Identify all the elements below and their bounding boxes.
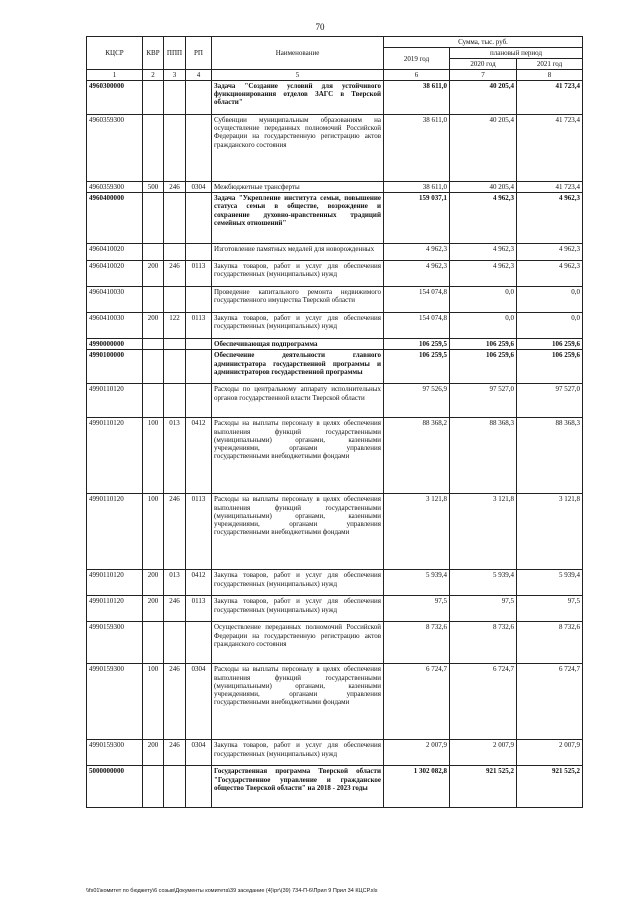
cell-ppp: [164, 384, 186, 418]
cell-rp: [186, 244, 212, 261]
table-header: [87, 37, 583, 81]
cell-2019: 154 074,8: [384, 313, 450, 339]
cell-rp: [186, 384, 212, 418]
cell-kvr: 200: [143, 570, 164, 596]
header-ppp: ППП: [164, 37, 186, 70]
cell-kcsr: 4960359300: [87, 182, 143, 193]
header-plan-period: плановый период: [450, 48, 583, 59]
cell-2019: 106 259,5: [384, 350, 450, 384]
table-row: [87, 384, 583, 418]
cell-ppp: [164, 350, 186, 384]
cell-kvr: [143, 339, 164, 350]
header-year-2019: 2019 год: [384, 48, 450, 70]
cell-2019: 1 302 082,8: [384, 766, 450, 808]
cell-ppp: 246: [164, 494, 186, 570]
cell-2019: 97,5: [384, 596, 450, 622]
cell-2019: 154 074,8: [384, 287, 450, 313]
cell-kcsr: 4990159300: [87, 740, 143, 766]
col-number: 3: [164, 70, 186, 81]
cell-rp: 0304: [186, 740, 212, 766]
cell-2019: 3 121,8: [384, 494, 450, 570]
table-row: [87, 182, 583, 193]
cell-2019: 97 526,9: [384, 384, 450, 418]
cell-2019: 38 611,0: [384, 182, 450, 193]
cell-name: Закупка товаров, работ и услуг для обеспечения государственных (муниципальных) нужд: [212, 740, 384, 766]
cell-kvr: [143, 193, 164, 244]
cell-kcsr: 4990110120: [87, 418, 143, 494]
cell-kcsr: 5000000000: [87, 766, 143, 808]
cell-2019: 4 962,3: [384, 261, 450, 287]
cell-kvr: [143, 244, 164, 261]
col-number: 8: [517, 70, 583, 81]
cell-2020: 0,0: [450, 313, 517, 339]
cell-kvr: 100: [143, 494, 164, 570]
cell-2020: 88 368,3: [450, 418, 517, 494]
col-number: 2: [143, 70, 164, 81]
table-row: [87, 570, 583, 596]
cell-kvr: 100: [143, 418, 164, 494]
cell-2021: 41 723,4: [517, 81, 583, 115]
cell-2020: 6 724,7: [450, 664, 517, 740]
cell-kvr: [143, 766, 164, 808]
cell-ppp: 246: [164, 261, 186, 287]
col-number: 1: [87, 70, 143, 81]
cell-rp: 0113: [186, 494, 212, 570]
cell-2021: 8 732,6: [517, 622, 583, 664]
cell-ppp: [164, 287, 186, 313]
cell-rp: 0113: [186, 596, 212, 622]
cell-rp: [186, 766, 212, 808]
table-row: [87, 115, 583, 182]
cell-ppp: [164, 622, 186, 664]
cell-2019: 159 037,1: [384, 193, 450, 244]
cell-kvr: 500: [143, 182, 164, 193]
cell-name: Закупка товаров, работ и услуг для обеспечения государственных (муниципальных) нужд: [212, 261, 384, 287]
cell-ppp: 246: [164, 664, 186, 740]
table-row: [87, 287, 583, 313]
cell-kcsr: 4990110120: [87, 384, 143, 418]
cell-ppp: 246: [164, 740, 186, 766]
cell-kvr: 200: [143, 261, 164, 287]
cell-2020: 4 962,3: [450, 193, 517, 244]
table-row: [87, 596, 583, 622]
table-row: [87, 350, 583, 384]
cell-name: Задача "Создание условий для устойчивого функционирования отделов ЗАГС в Тверской области": [212, 81, 384, 115]
cell-2020: 97 527,0: [450, 384, 517, 418]
cell-rp: 0304: [186, 664, 212, 740]
cell-name: Расходы по центральному аппарату исполнительных органов государственной власти Тверской области: [212, 384, 384, 418]
cell-kvr: [143, 384, 164, 418]
cell-kcsr: 4960300000: [87, 81, 143, 115]
budget-table: [86, 36, 583, 808]
cell-ppp: 246: [164, 596, 186, 622]
header-year-2020: 2020 год: [450, 59, 517, 70]
cell-rp: [186, 287, 212, 313]
cell-2021: 0,0: [517, 287, 583, 313]
table-row: [87, 766, 583, 808]
table-row: [87, 494, 583, 570]
table-row: [87, 740, 583, 766]
header-name: Наименование: [212, 37, 384, 70]
cell-kcsr: 4960410030: [87, 287, 143, 313]
cell-2020: 40 205,4: [450, 182, 517, 193]
cell-2020: 4 962,3: [450, 244, 517, 261]
cell-rp: 0412: [186, 570, 212, 596]
cell-rp: [186, 115, 212, 182]
cell-2020: 106 259,6: [450, 339, 517, 350]
cell-rp: [186, 350, 212, 384]
cell-2021: 0,0: [517, 313, 583, 339]
cell-2019: 88 368,2: [384, 418, 450, 494]
cell-2020: 4 962,3: [450, 261, 517, 287]
cell-ppp: 013: [164, 570, 186, 596]
header-kcsr: КЦСР: [87, 37, 143, 70]
cell-rp: 0113: [186, 261, 212, 287]
cell-kcsr: 4960410030: [87, 313, 143, 339]
table-row: [87, 339, 583, 350]
cell-name: Изготовление памятных медалей для новорожденных: [212, 244, 384, 261]
col-number: 6: [384, 70, 450, 81]
cell-ppp: 122: [164, 313, 186, 339]
cell-2021: 88 368,3: [517, 418, 583, 494]
cell-kcsr: 4960359300: [87, 115, 143, 182]
table-row: [87, 418, 583, 494]
cell-ppp: [164, 115, 186, 182]
table-row: [87, 313, 583, 339]
file-path-footer: \\fs01\комитет по бюджету\6 созыв\Документы комитета\39 заседание (4)\рг\(39) 734-П-6\Прил 9 Прил 34 КЦСР.xls: [86, 888, 378, 894]
cell-kvr: 100: [143, 664, 164, 740]
cell-kcsr: 4990159300: [87, 622, 143, 664]
cell-kvr: [143, 287, 164, 313]
cell-kcsr: 4990110120: [87, 596, 143, 622]
cell-2020: 106 259,6: [450, 350, 517, 384]
cell-2020: 8 732,6: [450, 622, 517, 664]
cell-kvr: [143, 81, 164, 115]
cell-2020: 0,0: [450, 287, 517, 313]
table-row: [87, 261, 583, 287]
table-row: [87, 81, 583, 115]
col-number: 7: [450, 70, 517, 81]
cell-2020: 3 121,8: [450, 494, 517, 570]
cell-kvr: [143, 115, 164, 182]
cell-name: Субвенции муниципальным образованиям на осуществление переданных полномочий Российской Федерации на государственную регистрацию актов гражданского состояния: [212, 115, 384, 182]
cell-name: Закупка товаров, работ и услуг для обеспечения государственных (муниципальных) нужд: [212, 570, 384, 596]
cell-ppp: [164, 193, 186, 244]
cell-rp: [186, 339, 212, 350]
col-number: 4: [186, 70, 212, 81]
cell-kvr: 200: [143, 740, 164, 766]
cell-kvr: [143, 622, 164, 664]
col-number: 5: [212, 70, 384, 81]
cell-name: Расходы на выплаты персоналу в целях обеспечения выполнения функций государственными (муниципальными) органами, казенными учреждениями, органами управления государственными внебюджетными фондами: [212, 664, 384, 740]
cell-rp: 0412: [186, 418, 212, 494]
cell-name: Расходы на выплаты персоналу в целях обеспечения выполнения функций государственными (муниципальными) органами, казенными учреждениями, органами управления государственными внебюджетными фондами: [212, 494, 384, 570]
table-row: [87, 244, 583, 261]
header-rp: РП: [186, 37, 212, 70]
cell-kcsr: 4990159300: [87, 664, 143, 740]
cell-kcsr: 4990000000: [87, 339, 143, 350]
cell-ppp: 246: [164, 182, 186, 193]
cell-2019: 2 007,9: [384, 740, 450, 766]
cell-ppp: 013: [164, 418, 186, 494]
cell-kvr: 200: [143, 596, 164, 622]
cell-2019: 38 611,0: [384, 115, 450, 182]
cell-2020: 921 525,2: [450, 766, 517, 808]
header-kvr: КВР: [143, 37, 164, 70]
cell-kcsr: 4960410020: [87, 261, 143, 287]
header-sum: Сумма, тыс. руб.: [384, 37, 583, 48]
cell-2019: 38 611,0: [384, 81, 450, 115]
cell-2019: 8 732,6: [384, 622, 450, 664]
cell-rp: [186, 622, 212, 664]
cell-kcsr: 4960410020: [87, 244, 143, 261]
cell-name: Закупка товаров, работ и услуг для обеспечения государственных (муниципальных) нужд: [212, 596, 384, 622]
cell-name: Закупка товаров, работ и услуг для обеспечения государственных (муниципальных) нужд: [212, 313, 384, 339]
cell-rp: [186, 81, 212, 115]
cell-name: Осуществление переданных полномочий Российской Федерации на государственную регистрацию актов гражданского состояния: [212, 622, 384, 664]
cell-kcsr: 4990110120: [87, 494, 143, 570]
header-year-2021: 2021 год: [517, 59, 583, 70]
cell-2020: 97,5: [450, 596, 517, 622]
cell-kvr: 200: [143, 313, 164, 339]
cell-name: Государственная программа Тверской области "Государственное управление и гражданское общество Тверской области" на 2018 - 2023 годы: [212, 766, 384, 808]
table-row: [87, 193, 583, 244]
cell-2021: 97 527,0: [517, 384, 583, 418]
cell-kcsr: 4960400000: [87, 193, 143, 244]
cell-name: Задача "Укрепление института семьи, повышение статуса семьи в обществе, возрождение и сохранение духовно-нравственных традиций семейных отношений": [212, 193, 384, 244]
cell-2021: 4 962,3: [517, 261, 583, 287]
cell-2020: 40 205,4: [450, 81, 517, 115]
cell-kcsr: 4990110120: [87, 570, 143, 596]
cell-2020: 40 205,4: [450, 115, 517, 182]
page-number: 70: [315, 22, 325, 32]
cell-name: Проведение капитального ремонта недвижимого государственного имущества Тверской области: [212, 287, 384, 313]
cell-2021: 4 962,3: [517, 193, 583, 244]
cell-2021: 106 259,6: [517, 339, 583, 350]
cell-2020: 5 939,4: [450, 570, 517, 596]
table-body: [87, 81, 583, 808]
cell-2021: 106 259,6: [517, 350, 583, 384]
cell-name: Расходы на выплаты персоналу в целях обеспечения выполнения функций государственными (муниципальными) органами, казенными учреждениями, органами управления государственными внебюджетными фондами: [212, 418, 384, 494]
cell-name: Обеспечение деятельности главного администратора государственной программы и администраторов государственной программы: [212, 350, 384, 384]
column-number-row: [87, 70, 583, 81]
cell-2019: 106 259,5: [384, 339, 450, 350]
cell-2019: 4 962,3: [384, 244, 450, 261]
cell-rp: [186, 193, 212, 244]
cell-2019: 6 724,7: [384, 664, 450, 740]
cell-rp: 0304: [186, 182, 212, 193]
cell-2021: 6 724,7: [517, 664, 583, 740]
cell-rp: 0113: [186, 313, 212, 339]
cell-ppp: [164, 339, 186, 350]
cell-2020: 2 007,9: [450, 740, 517, 766]
cell-2021: 97,5: [517, 596, 583, 622]
cell-2021: 41 723,4: [517, 115, 583, 182]
cell-kvr: [143, 350, 164, 384]
cell-2021: 2 007,9: [517, 740, 583, 766]
table-row: [87, 622, 583, 664]
table-row: [87, 664, 583, 740]
cell-ppp: [164, 766, 186, 808]
cell-2021: 4 962,3: [517, 244, 583, 261]
cell-2021: 41 723,4: [517, 182, 583, 193]
cell-2021: 3 121,8: [517, 494, 583, 570]
cell-2019: 5 939,4: [384, 570, 450, 596]
cell-2021: 921 525,2: [517, 766, 583, 808]
cell-ppp: [164, 81, 186, 115]
cell-ppp: [164, 244, 186, 261]
cell-name: Межбюджетные трансферты: [212, 182, 384, 193]
cell-kcsr: 4990100000: [87, 350, 143, 384]
cell-name: Обеспечивающая подпрограмма: [212, 339, 384, 350]
cell-2021: 5 939,4: [517, 570, 583, 596]
